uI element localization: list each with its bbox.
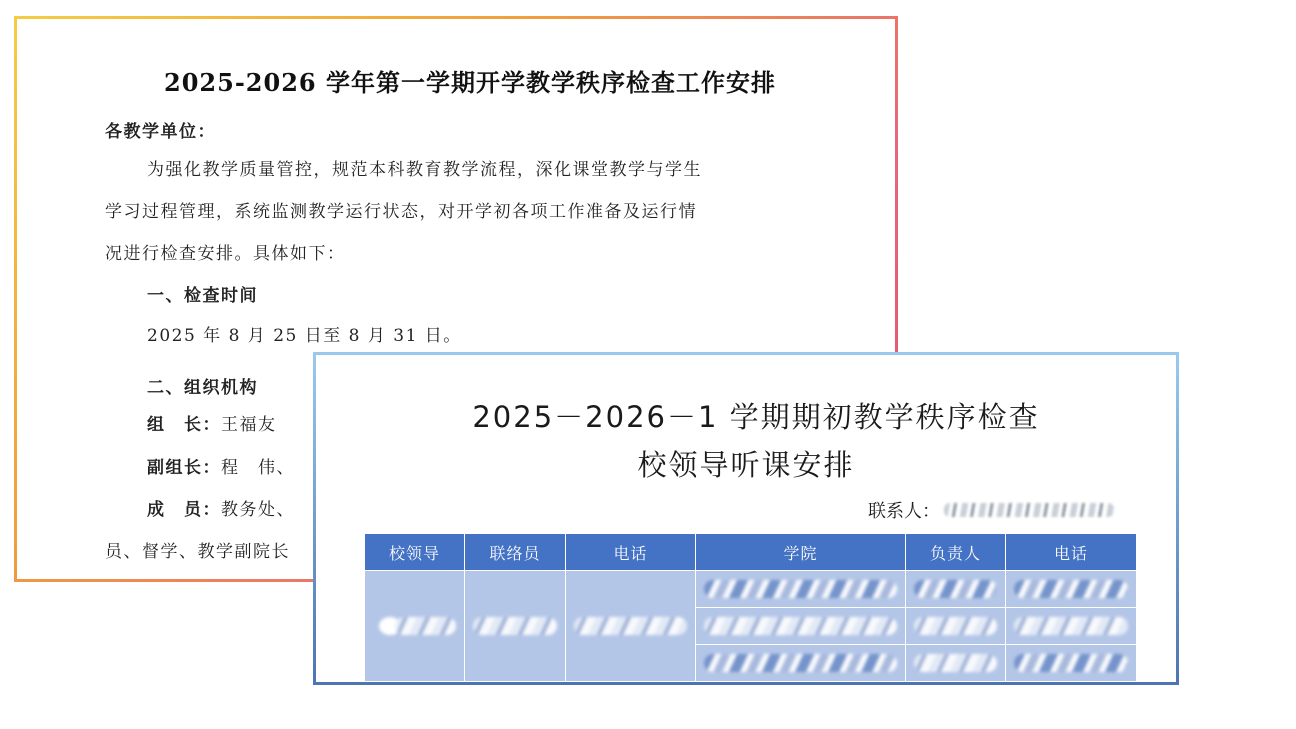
cell-phone2-redacted: [1006, 608, 1137, 645]
redaction-mark: [1014, 580, 1128, 598]
redaction-mark: [914, 617, 997, 635]
deputy-row: [147, 453, 295, 478]
redaction-mark: [914, 654, 997, 672]
cell-college-redacted: [696, 645, 906, 682]
leader-row: [147, 410, 277, 435]
redaction-mark: [574, 617, 687, 635]
schedule-title-line1: 2025－2026－1 学期期初教学秩序检查: [472, 400, 1040, 434]
cell-phone2-redacted: [1006, 571, 1137, 608]
redaction-mark: [1014, 654, 1128, 672]
notice-title: 2025-2026 学年第一学期开学教学秩序检查工作安排: [164, 68, 776, 97]
col-header-college: 学院: [696, 534, 906, 571]
intro-line-3: 况进行检查安排。具体如下：: [105, 244, 346, 264]
member-row: [147, 495, 295, 520]
contact-line: [868, 497, 1114, 523]
cell-person-redacted: [906, 645, 1006, 682]
col-header-person-in-charge: 负责人: [906, 534, 1006, 571]
leader-label: 组 长：: [147, 415, 221, 435]
deputy-value: 程 伟、: [221, 458, 295, 478]
cell-liaison-redacted: [465, 571, 566, 682]
member-label: 成 员：: [147, 500, 221, 520]
contact-redacted: [944, 503, 1114, 517]
intro-line-1: 为强化教学质量管控，规范本科教育教学流程，深化课堂教学与学生: [147, 160, 702, 180]
schedule-table: [364, 533, 1137, 682]
col-header-liaison: 联络员: [465, 534, 566, 571]
schedule-title-line2: 校领导听课安排: [637, 448, 855, 482]
col-header-phone-2: 电话: [1006, 534, 1137, 571]
section2-heading: 二、组织机构: [147, 378, 258, 398]
cell-person-redacted: [906, 608, 1006, 645]
contact-label: 联系人：: [868, 501, 940, 522]
redaction-mark: [1014, 617, 1128, 635]
redaction-mark: [704, 617, 897, 635]
cell-person-redacted: [906, 571, 1006, 608]
section1-text: 2025 年 8 月 25 日至 8 月 31 日。: [147, 326, 462, 346]
schedule-document: [313, 352, 1179, 685]
cell-college-redacted: [696, 608, 906, 645]
col-header-leader: 校领导: [365, 534, 465, 571]
cell-phone-redacted: [566, 571, 696, 682]
col-header-phone: 电话: [566, 534, 696, 571]
cell-phone2-redacted: [1006, 645, 1137, 682]
member-cont: 员、督学、教学副院长: [105, 542, 290, 562]
cell-leader-redacted: [365, 571, 465, 682]
intro-line-2: 学习过程管理，系统监测教学运行状态，对开学初各项工作准备及运行情: [105, 202, 697, 222]
redaction-mark: [395, 617, 456, 635]
deputy-label: 副组长：: [147, 458, 221, 478]
redaction-mark: [704, 580, 897, 598]
table-header-row: [365, 534, 1137, 571]
redaction-mark: [473, 617, 557, 635]
cell-college-redacted: [696, 571, 906, 608]
leader-value: 王福友: [221, 415, 277, 435]
redaction-mark: [704, 654, 897, 672]
member-value: 教务处、: [221, 500, 295, 520]
table-row: [365, 571, 1137, 608]
section1-heading: 一、检查时间: [147, 286, 258, 306]
notice-greeting: 各教学单位：: [105, 122, 216, 142]
redaction-mark: [914, 580, 997, 598]
